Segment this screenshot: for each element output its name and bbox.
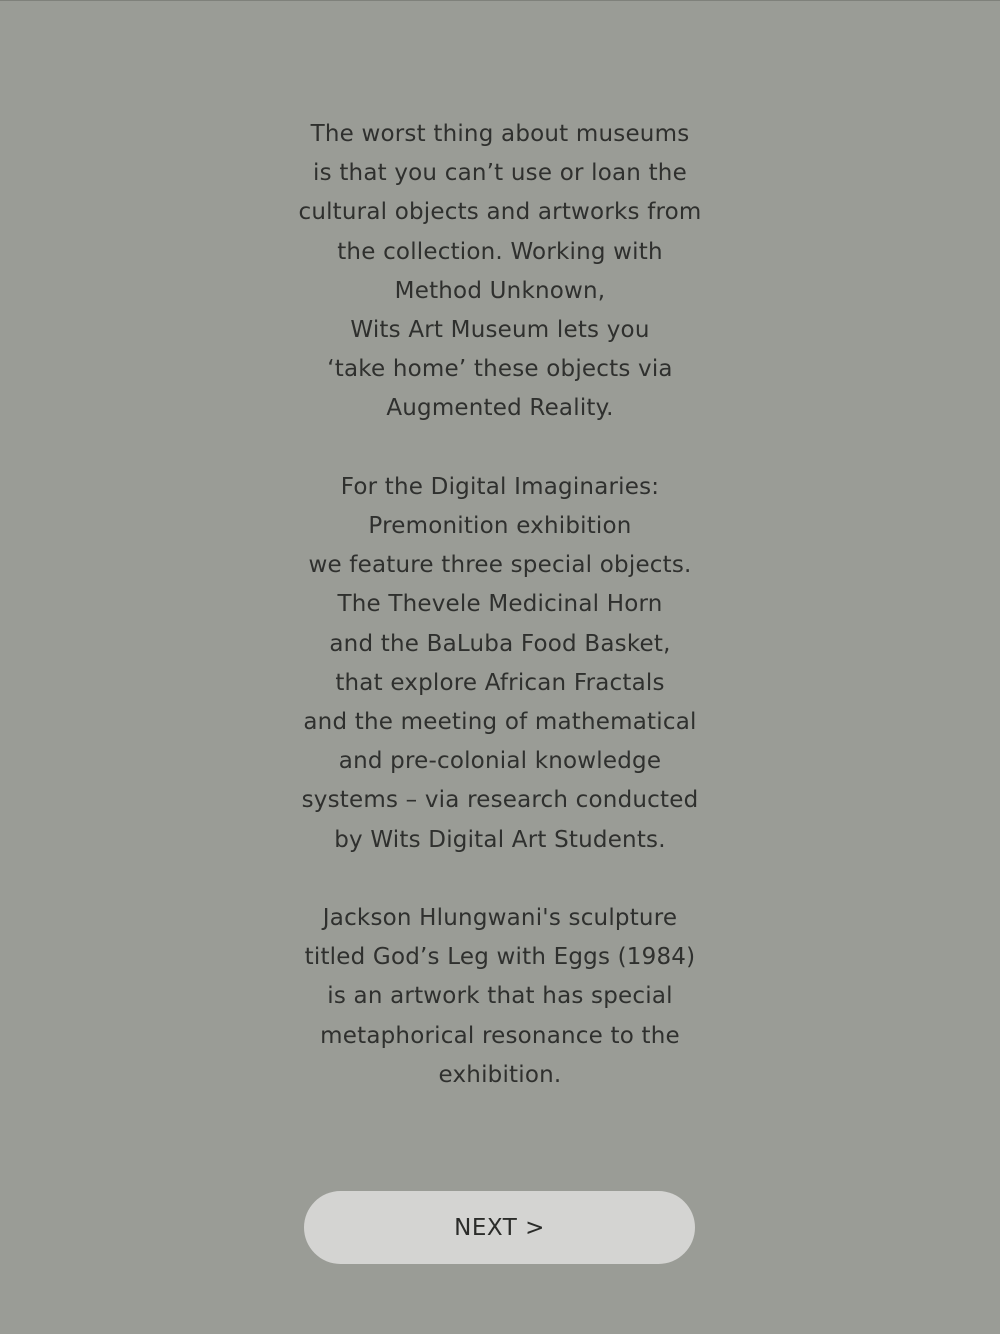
paragraph-museum-intro [200, 115, 800, 429]
text-line: Jackson Hlungwani's sculpture [322, 905, 678, 932]
text-line: and pre-colonial knowledge [338, 748, 662, 775]
text-line: that explore African Fractals [335, 669, 665, 696]
text-line: The Thevele Medicinal Horn [337, 591, 663, 618]
text-line: Method Unknown, [394, 277, 606, 304]
text-line: metaphorical resonance to the [320, 1022, 680, 1049]
text-line: by Wits Digital Art Students. [334, 826, 666, 853]
text-line: The worst thing about museums [310, 121, 690, 147]
text-line: titled God’s Leg with Eggs (1984) [304, 944, 696, 971]
text-line: is that you can’t use or loan the [313, 160, 687, 187]
text-line: Augmented Reality. [386, 395, 614, 422]
text-line: systems – via research conducted [301, 787, 699, 814]
paragraph-exhibition [200, 468, 800, 860]
text-line: For the Digital Imaginaries: [340, 473, 660, 500]
text-line: we feature three special objects. [308, 552, 692, 579]
intro-text [200, 115, 800, 1134]
text-line: ‘take home’ these objects via [327, 356, 673, 383]
text-line: cultural objects and artworks from [298, 199, 702, 226]
text-line: the collection. Working with [337, 238, 663, 265]
text-line: Premonition exhibition [368, 513, 632, 540]
top-divider [0, 0, 1000, 1]
next-button[interactable]: NEXT > [304, 1191, 695, 1264]
text-line: Wits Art Museum lets you [350, 317, 650, 344]
text-line: and the BaLuba Food Basket, [329, 630, 671, 657]
text-line: is an artwork that has special [327, 983, 673, 1010]
paragraph-sculpture [200, 899, 800, 1095]
text-line: and the meeting of mathematical [303, 709, 697, 736]
text-line: exhibition. [438, 1061, 562, 1088]
